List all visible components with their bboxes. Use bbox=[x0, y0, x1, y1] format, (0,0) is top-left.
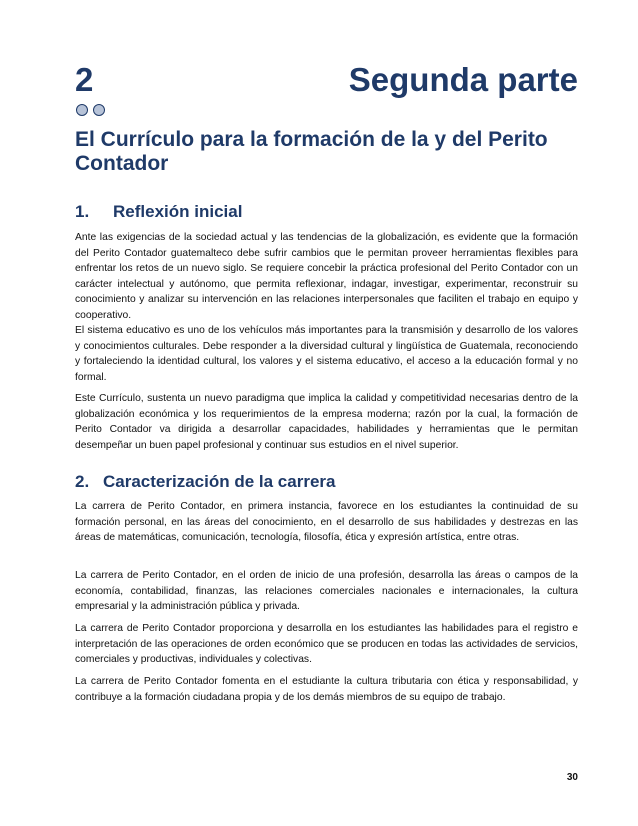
circle-icon bbox=[93, 104, 105, 116]
section-number: 2. bbox=[75, 472, 90, 491]
page-number: 30 bbox=[566, 772, 578, 783]
section-number: 1. bbox=[75, 202, 90, 221]
paragraph: La carrera de Perito Contador fomenta en el estudiante la cultura tributaria con ética y responsabilidad, y contribuye a la formación ciudadana propia y de los demás miembros de su equipo de trabajo. bbox=[75, 676, 578, 703]
section-heading-reflexion bbox=[75, 201, 242, 223]
paragraph: La carrera de Perito Contador proporciona y desarrolla en los estudiantes las habilidades para el registro e interpretación de las operaciones de orden económico que se producen en todas las actividades de servicios, comerciales y productivas, individuales y colectivas. bbox=[75, 623, 578, 666]
circle-icon bbox=[76, 104, 88, 116]
paragraph: La carrera de Perito Contador, en primera instancia, favorece en los estudiantes la continuidad de su formación personal, en las áreas del conocimiento, en el desarrollo de sus habilidades y destrezas en las áreas de matemáticas, comunicación, tecnología, filosofía, ética y expresión artística, entre otras. bbox=[75, 501, 578, 544]
section-title-text: Reflexión inicial bbox=[113, 202, 243, 221]
paragraph: Este Currículo, sustenta un nuevo paradigma que implica la calidad y competitividad necesarias dentro de la globalización económica y los requerimientos de la empresa moderna; razón por la cual, la formación de Perito Contador va dirigida a desarrollar capacidades, habilidades y herramientas que le permitan desempeñar un buen papel profesional y continuar sus estudios en el nivel superior. bbox=[75, 393, 578, 451]
paragraph: La carrera de Perito Contador, en el orden de inicio de una profesión, desarrolla las áreas o campos de la economía, contabilidad, finanzas, las relaciones comerciales nacionales e internacionales, la cultura empresarial y la administración pública y privada. bbox=[75, 570, 578, 613]
chapter-header bbox=[75, 60, 578, 106]
page-title: El Currículo para la formación de la y del Perito Contador bbox=[75, 128, 548, 175]
section-title-text: Caracterización de la carrera bbox=[103, 472, 336, 491]
paragraph: El sistema educativo es uno de los vehículos más importantes para la transmisión y desarrollo de los valores y conocimientos culturales. Debe responder a la diversidad cultural y lingüística de Guatemala, reconociendo y fortaleciendo la identidad cultural, los valores y el sistema educativo, el acceso a la educación formal y no formal. bbox=[75, 325, 578, 383]
chapter-number: 2 bbox=[75, 61, 94, 98]
chapter-title: Segunda parte bbox=[348, 61, 578, 98]
paragraph: Ante las exigencias de la sociedad actual y las tendencias de la globalización, es evidente que la formación del Perito Contador guatemalteco debe sufrir cambios que le permitan proveer herramientas flexibles para enfrentar los retos de un nuevo siglo. Se requiere concebir la práctica profesional del Perito Contador con un carácter intelectual y autónomo, que permita reflexionar, indagar, investigar, experimentar, reconstruir su conocimiento y analizar su intervención en las relaciones interpersonales que faciliten el trabajo en equipo y cooperativo. bbox=[75, 232, 578, 321]
section-heading-caracterizacion bbox=[75, 471, 335, 493]
